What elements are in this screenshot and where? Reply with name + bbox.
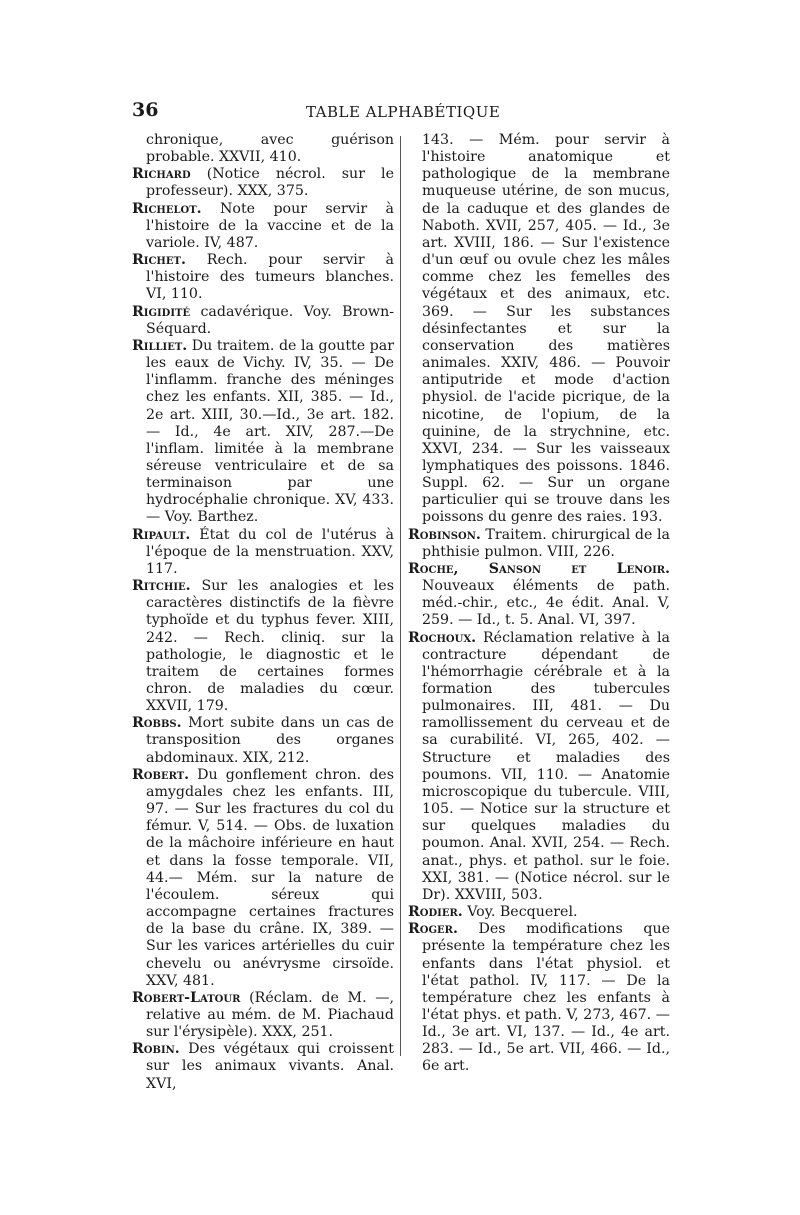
entry-heading: Robert. bbox=[132, 766, 190, 783]
index-entry bbox=[132, 578, 394, 715]
index-entry bbox=[132, 132, 394, 166]
entry-text: Rech. pour servir à l'histoire des tumeurs blanches. VI, 110. bbox=[146, 252, 394, 303]
entry-text: (Réclam. de M. —, relative au mém. de M. Piachaud sur l'érysipèle). XXX, 251. bbox=[146, 989, 394, 1041]
entry-heading: Roger. bbox=[408, 921, 458, 938]
entry-text: Nouveaux éléments de path. méd.-chir., etc., 4e édit. Anal. V, 259. — Id., t. 5. Anal. VI, 397. bbox=[422, 578, 670, 629]
column-divider bbox=[400, 136, 401, 1056]
entry-heading: Rigidité bbox=[132, 303, 191, 320]
index-entry bbox=[132, 252, 394, 303]
running-title: TABLE ALPHABÉTIQUE bbox=[306, 103, 501, 121]
index-entry bbox=[132, 201, 394, 252]
entry-text: Des végétaux qui croissent sur les animaux vivants. Anal. XVI, bbox=[146, 1041, 394, 1092]
index-entry bbox=[132, 1041, 394, 1092]
entry-text: Mort subite dans un cas de transposition des organes abdominaux. XIX, 212. bbox=[146, 715, 394, 766]
index-entry bbox=[408, 132, 670, 527]
index-entry bbox=[132, 767, 394, 990]
entry-heading: Robin. bbox=[132, 1041, 180, 1058]
entry-heading: Robbs. bbox=[132, 715, 182, 732]
right-column bbox=[408, 132, 670, 1076]
entry-heading: Ritchie. bbox=[132, 578, 191, 595]
entry-heading: Robert-Latour bbox=[132, 989, 241, 1006]
index-entry bbox=[132, 715, 394, 766]
index-entry bbox=[408, 904, 670, 921]
entry-text: Des modifications que présente la température chez les enfants dans l'état physiol. et l'état pathol. IV, 117. — De la température chez les enfants à l'état phys. et path. V, 273, 467. — Id., 3e art. VI, 137. — Id., 4e art. 283. — Id., 5e art. VII, 466. — Id., 6e art. bbox=[422, 921, 670, 1075]
entry-text: Du gonflement chron. des amygdales chez les enfants. III, 97. — Sur les fractures du col du fémur. V, 514. — Obs. de luxation de la mâchoire inférieure en haut et dans la fosse temporale. VII, 44.— Mém. sur la nature de l'écoulem. séreux qui accompagne certaines fractures de la base du crâne. IX, 389. — Sur les varices artérielles du cuir chevelu ou anévrysme cirsoïde. XXV, 481. bbox=[146, 766, 394, 989]
entry-heading: Ripault. bbox=[132, 526, 191, 543]
entry-heading: Richet. bbox=[132, 252, 186, 269]
index-entry bbox=[132, 304, 394, 338]
entry-text: Note pour servir à l'histoire de la vaccine et de la variole. IV, 487. bbox=[146, 200, 394, 251]
index-entry bbox=[132, 527, 394, 578]
entry-text: (Notice nécrol. sur le professeur). XXX, 375. bbox=[146, 166, 394, 200]
entry-heading: Rodier. bbox=[408, 904, 463, 921]
entry-heading: Rochoux. bbox=[408, 629, 477, 646]
entry-text: Sur les analogies et les caractères distinctifs de la fièvre typhoïde et du typhus fever. XIII, 242. — Rech. cliniq. sur la pathologie, le diagnostic et le traitem de certaines formes chron. de maladies du cœur. XXVII, 179. bbox=[146, 578, 394, 715]
entry-heading: Richelot. bbox=[132, 200, 202, 217]
index-entry bbox=[132, 166, 394, 200]
left-column bbox=[132, 132, 394, 1093]
entry-heading: Rilliet. bbox=[132, 337, 188, 354]
index-entry bbox=[408, 527, 670, 561]
index-entry bbox=[132, 338, 394, 527]
index-entry bbox=[408, 921, 670, 1075]
entry-heading: Richard bbox=[132, 166, 191, 183]
entry-heading: Robinson. bbox=[408, 526, 481, 543]
entry-text: Voy. Becquerel. bbox=[462, 904, 578, 921]
entry-text: 143. — Mém. pour servir à l'histoire anatomique et pathologique de la membrane muqueuse utérine, de son mucus, de la caduque et des glandes de Naboth. XVII, 257, 405. — Id., 3e art. XVIII, 186. — Sur l'existence d'un œuf ou ovule chez les mâles comme chez les femelles des végétaux et des animaux, etc. 369. — Sur les substances désinfectantes et sur la conservation des matières animales. XXIV, 486. — Pouvoir antiputride et mode d'action physiol. de l'acide picrique, de la nicotine, de l'opium, de la quinine, de la strychnine, etc. XXVI, 234. — Sur les vaisseaux lymphatiques des poissons. 1846. Suppl. 62. — Sur un organe particulier qui se trouve dans les poissons du genre des raies. 193. bbox=[422, 132, 670, 526]
index-columns bbox=[132, 132, 680, 1092]
entry-text: Du traitem. de la goutte par les eaux de Vichy. IV, 35. — De l'inflamm. franche des méninges chez les enfants. XII, 385. — Id., 2e art. XIII, 30.—Id., 3e art. 182.— Id., 4e art. XIV, 287.—De l'inflam. limitée à la membrane séreuse ventriculaire et de sa terminaison par une hydrocéphalie chronique. XV, 433. — Voy. Barthez. bbox=[146, 337, 394, 526]
entry-text: État du col de l'utérus à l'époque de la menstruation. XXV, 117. bbox=[146, 526, 394, 577]
index-entry bbox=[408, 630, 670, 905]
entry-heading: Roche, Sanson et Lenoir. bbox=[408, 560, 670, 577]
entry-text: Réclamation relative à la contracture dépendant de l'hémorrhagie cérébrale et à la formation des tubercules pulmonaires. III, 481. — Du ramollissement du cerveau et de sa curabilité. VI, 265, 402. — Structure et maladies des poumons. VII, 110. — Anatomie microscopique du tubercule. VIII, 105. — Notice sur la structure et sur quelques maladies du poumon. Anal. XVII, 254. — Rech. anat., phys. et pathol. sur le foie. XXI, 381. — (Notice nécrol. sur le Dr). XXVIII, 503. bbox=[422, 629, 670, 903]
entry-text: Traitem. chirurgical de la phthisie pulmon. VIII, 226. bbox=[422, 526, 670, 560]
index-entry bbox=[408, 561, 670, 630]
entry-text: cadavérique. Voy. Brown-Séquard. bbox=[146, 303, 394, 337]
page-number: 36 bbox=[132, 99, 159, 121]
index-entry bbox=[132, 990, 394, 1041]
entry-text: chronique, avec guérison probable. XXVII, 410. bbox=[146, 132, 394, 166]
